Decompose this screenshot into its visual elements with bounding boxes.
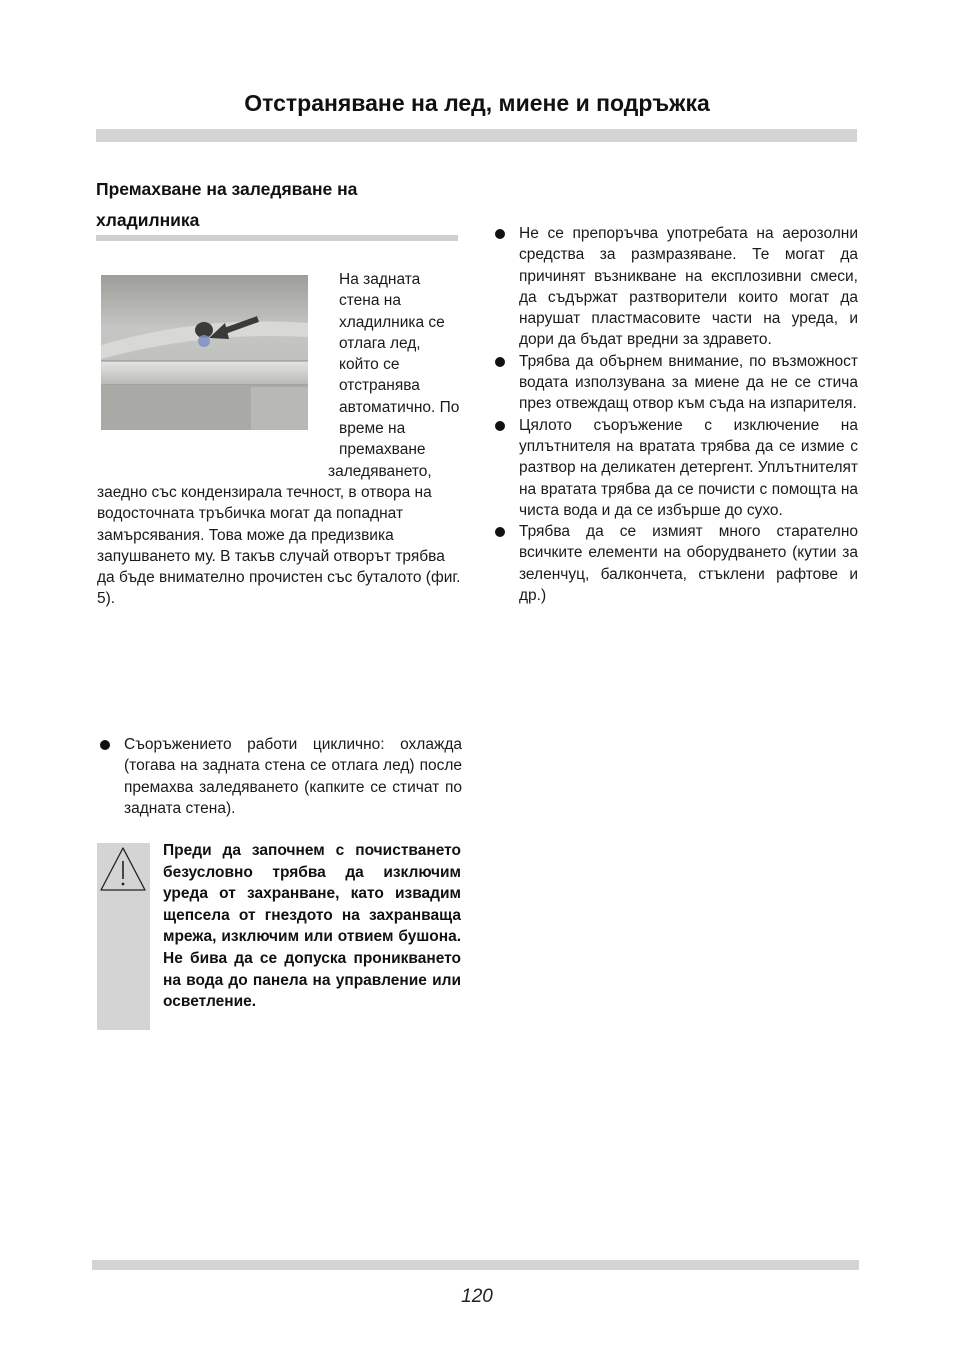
bullet-dot-icon	[495, 229, 505, 239]
footer-divider-bar	[92, 1260, 859, 1270]
page-title: Отстраняване на лед, миене и подръжка	[244, 90, 710, 116]
section-heading: Премахване на заледяване на хладилника	[96, 179, 358, 230]
bullet-dot-icon	[495, 357, 505, 367]
list-item-text: Съоръжението работи циклично: охлажда (тогава на задната стена се отлага лед) после премахва заледяването (капките се стичат по задната стена).	[124, 736, 462, 817]
bullet-dot-icon	[100, 740, 110, 750]
page-number: 120	[461, 1286, 493, 1307]
warning-triangle-icon	[97, 843, 150, 900]
section-divider	[96, 235, 458, 241]
drain-hole-photo	[101, 275, 308, 430]
list-item	[493, 415, 858, 521]
list-item	[493, 351, 858, 415]
list-item	[98, 734, 462, 819]
list-item-text: Цялото съоръжение с изключение на уплътнителя на вратата трябва да се измие с разтвор на деликатен детергент. Уплътнителят на вратата трябва да се почисти с помощта на чиста вода и да се избърше до сухо.	[519, 416, 858, 519]
warning-text: Преди да започнем с почистването безусловно трябва да изключим уреда от захранване, като извадим щепсела от гнездото на захранваща мрежа, изключим или отвием бушона. Не бива да се допуска проникването на вода до панела на управление или осветление.	[163, 842, 461, 1011]
defrost-description	[328, 269, 464, 482]
defrost-description-continued: заедно със кондензирала течност, в отвора на водосточната тръбичка могат да попаднат замърсявания. Това може да предизвика запушването му. В такъв случай отворът трябва да бъде внимателно прочистен със буталото (фиг. 5).	[97, 484, 461, 608]
defrost-description-wrapped-end: заледяването,	[328, 462, 432, 480]
list-item-text: Не се препоръчва употребата на аерозолни средства за размразяване. Те могат да причинят възникване на експлозивни смеси, да съдържат разтворители които могат да нарушат пластмасовите части на уреда, и дори да бъдат вредни за здравето.	[519, 225, 858, 349]
list-item-text: Трябва да се измият много старателно всичките елементи на оборудването (кутии за зеленчуц, балкончета, стъклени рафтове и др.)	[519, 523, 858, 605]
bullet-dot-icon	[495, 421, 505, 431]
list-item	[493, 223, 858, 351]
list-item-text: Трябва да обърнем внимание, по възможност водата използувана за миене да не се стича през отвеждащ отвор към съда на изпарителя.	[519, 352, 858, 413]
cleaning-bullet-list	[493, 223, 858, 606]
defrost-description-wrapped: На задната стена на хладилника се отлага лед, който се отстранява автоматично. По време на премахване	[339, 271, 460, 459]
list-item	[493, 521, 858, 606]
header-divider-bar	[96, 129, 857, 142]
bullet-dot-icon	[495, 527, 505, 537]
cycle-bullet-list	[98, 734, 462, 819]
